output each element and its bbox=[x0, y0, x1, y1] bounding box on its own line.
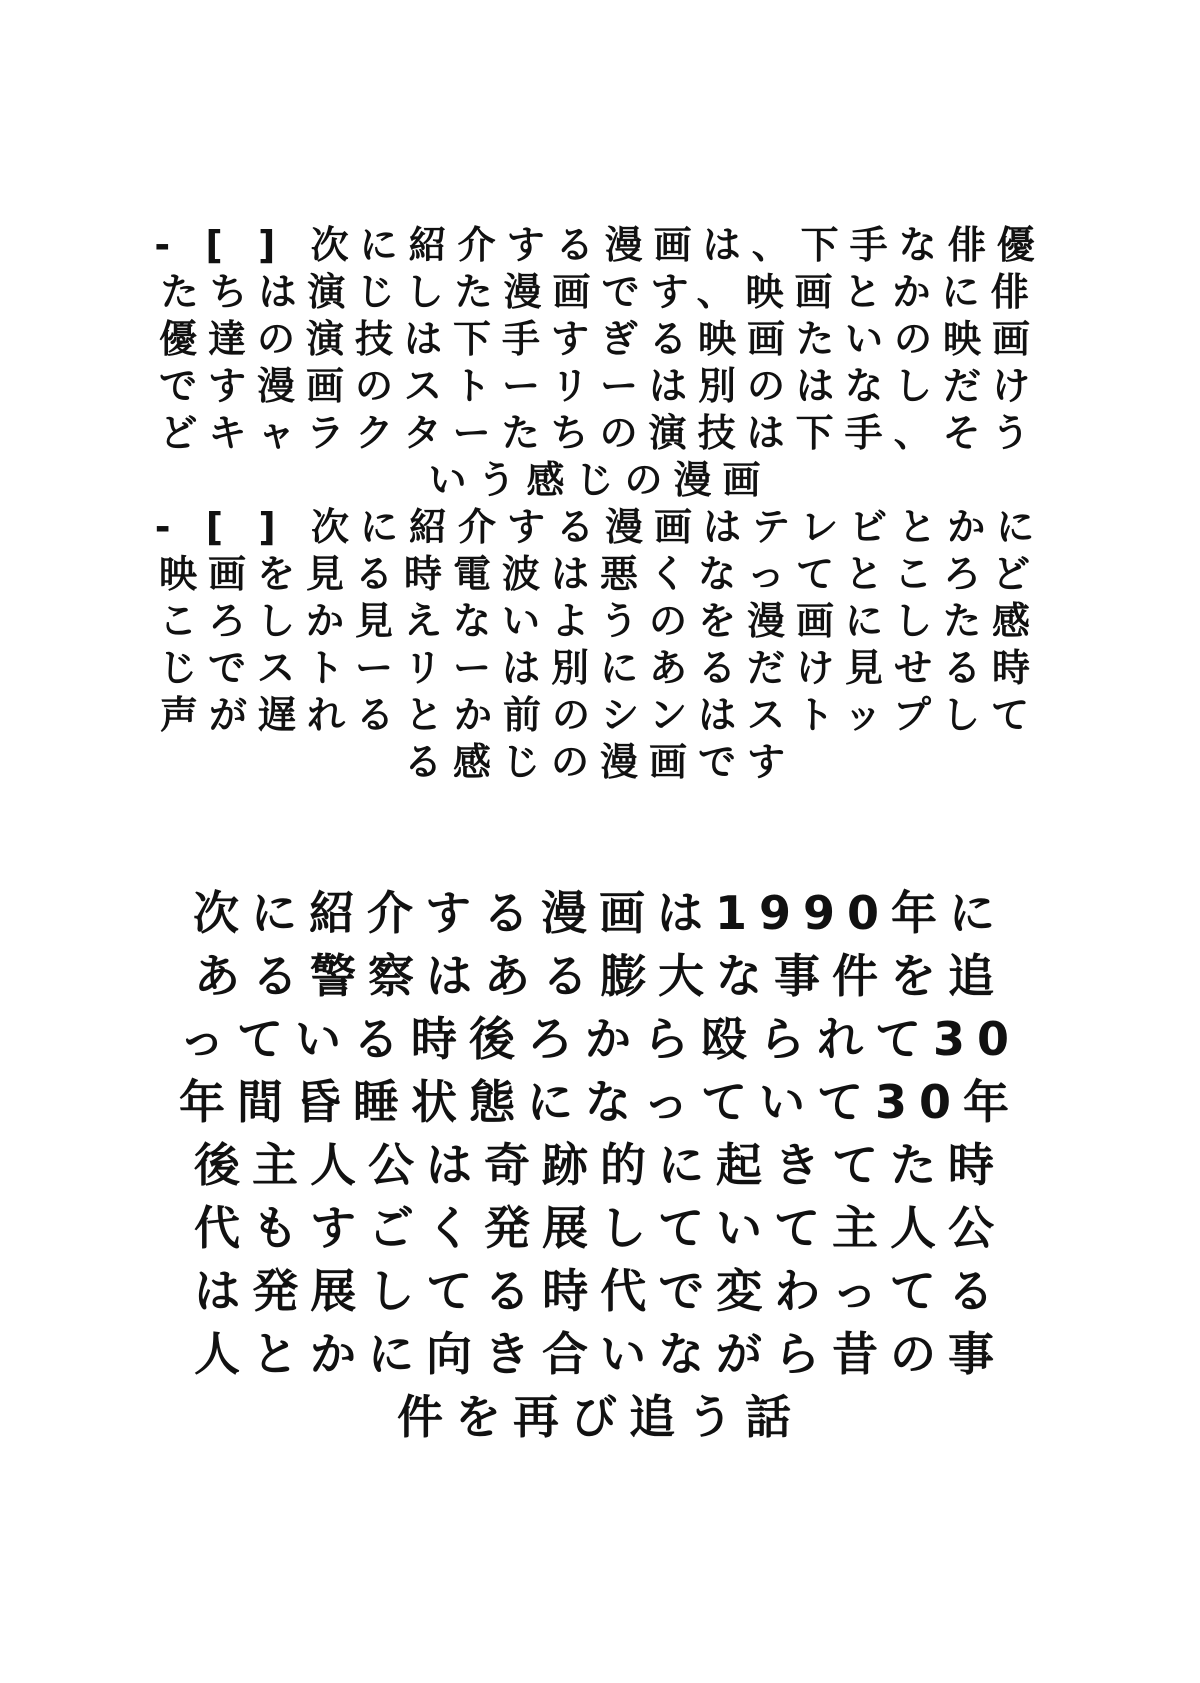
checklist-item-1: - [ ] 次に紹介する漫画は、下手な俳優たちは演じした漫画です、映画とかに俳優達の演技は下手すぎる映画たいの映画です漫画のストーリーは別のはなしだけどキャラクターたちの演技は下手、そういう感じの漫画 bbox=[154, 223, 1046, 502]
story-paragraph: 次に紹介する漫画は1990年にある警察はある膨大な事件を追っている時後ろから殴られて30年間昏睡状態になっていて30年後主人公は奇跡的に起きてた時代もすごく発展していて主人公は発展してる時代で変わってる人とかに向き合いながら昔の事件を再び追う話 bbox=[178, 886, 1021, 1444]
checklist-block bbox=[150, 222, 1050, 786]
checklist-item-2: - [ ] 次に紹介する漫画はテレビとかに映画を見る時電波は悪くなってところどころしか見えないようのを漫画にした感じでストーリーは別にあるだけ見せる時声が遅れるとか前のシンはストップしてる感じの漫画です bbox=[154, 505, 1046, 784]
story-paragraph-block bbox=[170, 882, 1030, 1449]
